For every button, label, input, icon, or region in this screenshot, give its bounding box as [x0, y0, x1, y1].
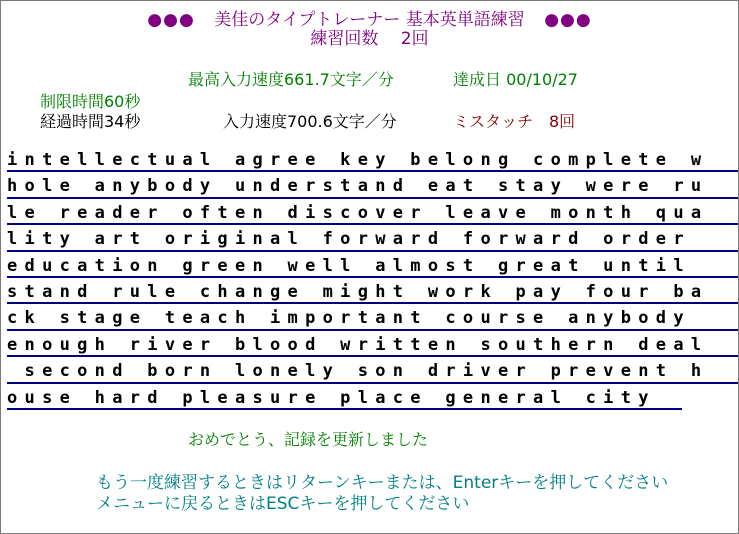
- achieved-date: 達成日 00/10/27: [453, 70, 578, 89]
- typing-line: ck stage teach important course anybody: [1, 307, 738, 333]
- line-underline: [7, 197, 738, 199]
- typing-line: stand rule change might work pay four ba: [1, 281, 738, 307]
- typing-line: ouse hard pleasure place general city: [1, 387, 738, 413]
- decorative-dots-right: ●●●: [544, 10, 592, 30]
- decorative-dots-left: ●●●: [147, 10, 195, 30]
- record-updated-message: おめでとう、記録を更新しました: [188, 430, 429, 449]
- line-underline: [7, 276, 738, 278]
- mistouch-count: ミスタッチ 8回: [453, 112, 576, 131]
- typing-line: lity art original forward forward order: [1, 228, 738, 254]
- line-underline: [7, 408, 682, 410]
- typing-line: intellectual agree key belong complete w: [1, 149, 738, 175]
- typing-line: enough river blood written southern deal: [1, 334, 738, 360]
- menu-instruction: メニューに戻るときはESCキーを押してください: [96, 494, 470, 514]
- line-underline: [7, 170, 738, 172]
- typing-line: le reader often discover leave month qua: [1, 202, 738, 228]
- typing-text-area: [1, 149, 738, 413]
- line-underline: [7, 382, 738, 384]
- max-speed-record: 最高入力速度661.7文字／分: [188, 70, 394, 89]
- typing-line: education green well almost great until: [1, 255, 738, 281]
- line-underline: [7, 329, 738, 331]
- line-underline: [7, 355, 738, 357]
- typing-line: second born lonely son driver prevent h: [1, 360, 738, 386]
- typing-line: hole anybody understand eat stay were ru: [1, 175, 738, 201]
- elapsed-time: 経過時間34秒: [40, 112, 141, 131]
- time-limit: 制限時間60秒: [40, 92, 141, 111]
- app-title: 美佳のタイプトレーナー 基本英単語練習: [214, 10, 525, 30]
- retry-instruction: もう一度練習するときはリターンキーまたは、Enterキーを押してください: [96, 473, 669, 493]
- practice-count: 練習回数 2回: [310, 29, 429, 49]
- line-underline: [7, 250, 738, 252]
- input-speed: 入力速度700.6文字／分: [223, 112, 397, 131]
- line-underline: [7, 223, 738, 225]
- line-underline: [7, 302, 738, 304]
